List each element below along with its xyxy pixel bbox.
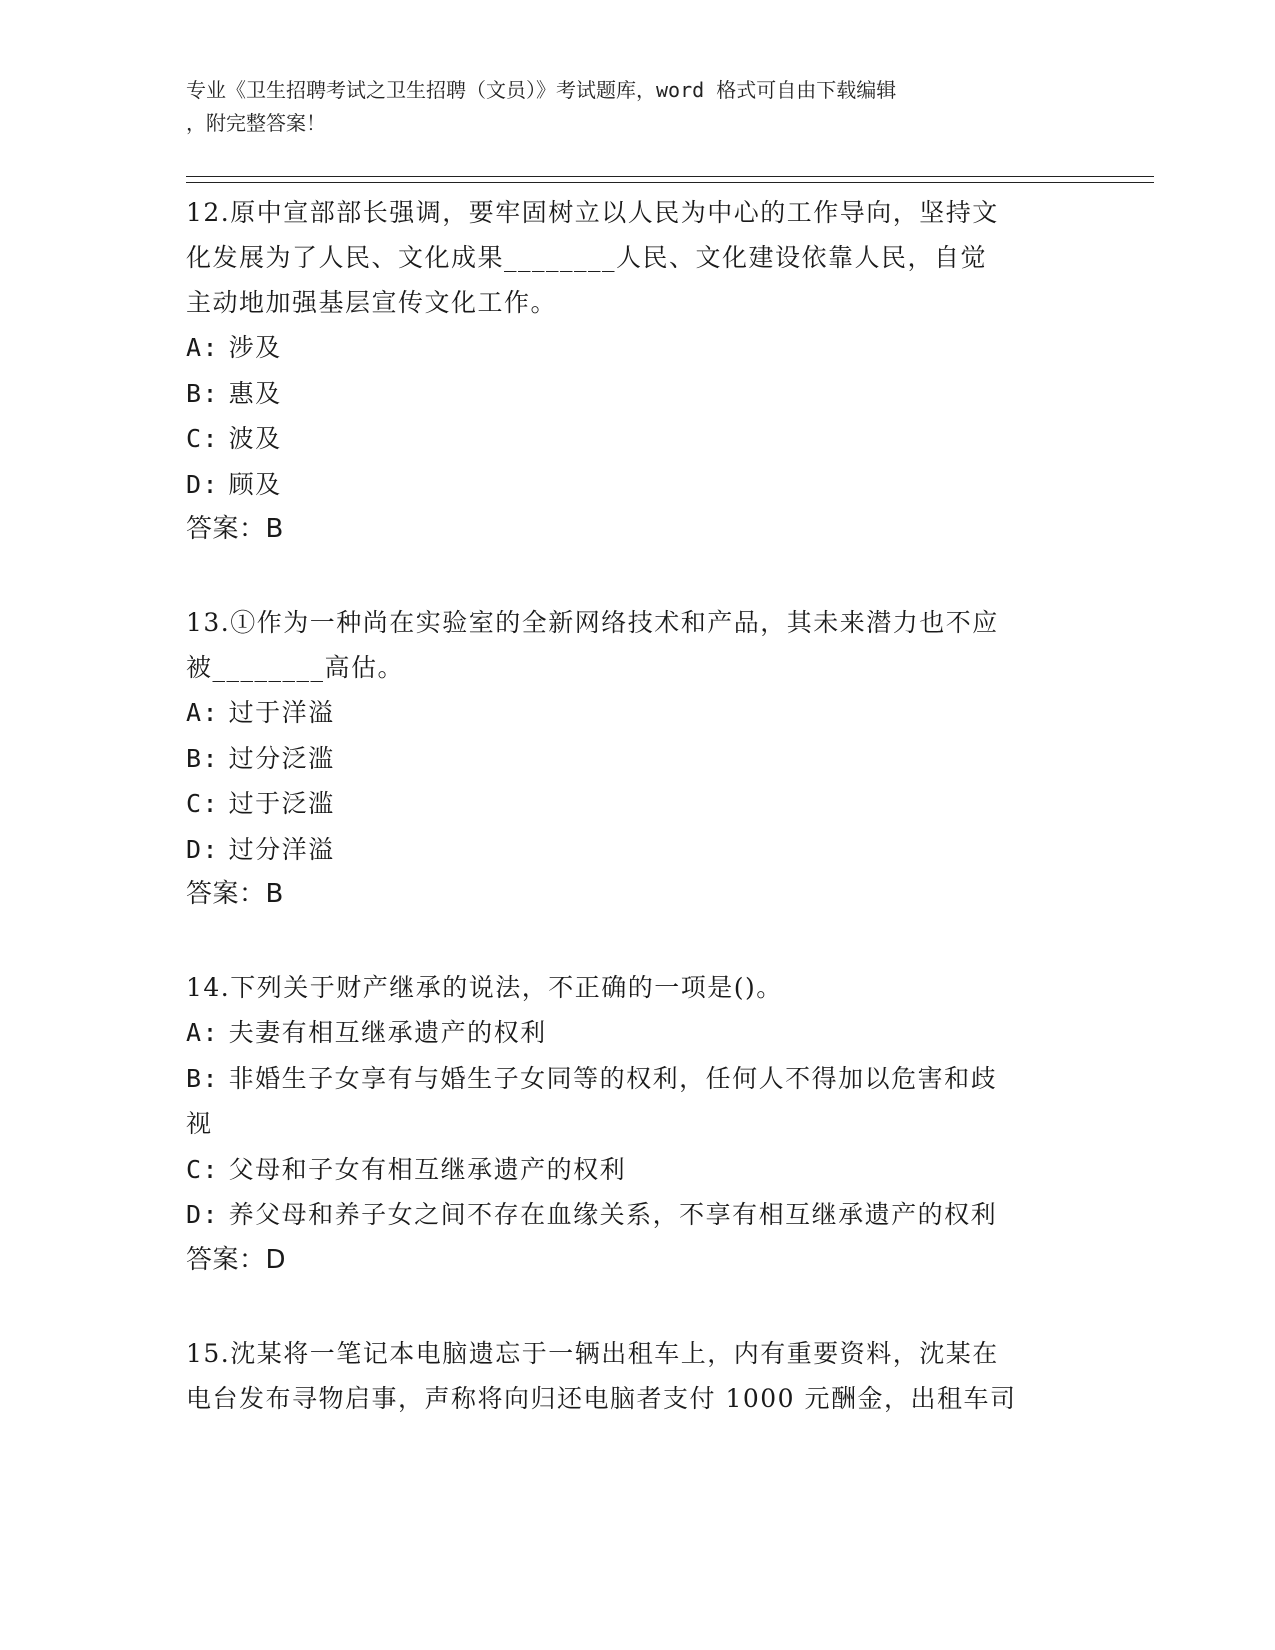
question-stem-line: 主动地加强基层宣传文化工作。 [186, 288, 558, 317]
option-text: 惠及 [228, 378, 282, 408]
header-divider-top [186, 176, 1154, 177]
option-letter: A: [186, 333, 220, 362]
option-letter: B: [186, 1063, 220, 1093]
option-text: 过分泛滥 [228, 743, 335, 773]
option-text: 涉及 [228, 333, 282, 362]
option-text: 过于洋溢 [228, 698, 335, 727]
option-text: 夫妻有相互继承遗产的权利 [228, 1018, 547, 1047]
option-a [186, 325, 1076, 371]
option-c [186, 1147, 1076, 1193]
answer-line: 答案：D [186, 1244, 287, 1275]
option-letter: C: [186, 1154, 220, 1184]
question-spacer [186, 917, 1076, 965]
option-text: 顾及 [228, 469, 282, 499]
option-letter: D: [186, 1200, 220, 1229]
question-13 [186, 600, 1076, 917]
option-c [186, 781, 1076, 827]
option-letter: C: [186, 789, 220, 818]
question-stem-line: 13.①作为一种尚在实验室的全新网络技术和产品，其未来潜力也不应 [186, 608, 999, 637]
option-d [186, 1192, 1076, 1238]
header-line-1: 专业《卫生招聘考试之卫生招聘（文员）》考试题库，word 格式可自由下载编辑 [186, 78, 897, 102]
option-b [186, 736, 1076, 782]
option-d [186, 462, 1076, 508]
option-b [186, 371, 1076, 417]
option-text: 非婚生子女享有与婚生子女同等的权利，任何人不得加以危害和歧 [228, 1063, 998, 1093]
option-text: 波及 [228, 424, 282, 453]
option-text: 过于泛滥 [228, 789, 335, 818]
question-14 [186, 965, 1076, 1283]
question-12 [186, 190, 1076, 552]
question-stem-line: 15.沈某将一笔记本电脑遗忘于一辆出租车上，内有重要资料，沈某在 [186, 1338, 999, 1368]
option-letter: D: [186, 469, 220, 499]
option-b-continuation: 视 [186, 1109, 213, 1138]
question-spacer [186, 552, 1076, 600]
option-text: 父母和子女有相互继承遗产的权利 [228, 1154, 627, 1184]
answer-line: 答案：B [186, 514, 284, 544]
option-text: 过分洋溢 [228, 834, 335, 864]
header-divider-bottom [186, 182, 1154, 183]
question-stem-line: 电台发布寻物启事，声称将向归还电脑者支付 1000 元酬金，出租车司 [186, 1383, 1017, 1413]
header-line-2: ，附完整答案！ [186, 111, 326, 135]
option-d [186, 827, 1076, 873]
option-b [186, 1056, 1076, 1102]
question-stem-line: 被________高估。 [186, 653, 405, 682]
question-stem-line: 化发展为了人民、文化成果________人民、文化建设依靠人民，自觉 [186, 243, 988, 272]
option-letter: B: [186, 743, 220, 773]
option-letter: C: [186, 424, 220, 453]
question-list [186, 190, 1076, 1421]
answer-line: 答案：B [186, 879, 284, 909]
question-stem-line: 12.原中宣部部长强调，要牢固树立以人民为中心的工作导向，坚持文 [186, 198, 999, 227]
option-letter: A: [186, 698, 220, 727]
option-text: 养父母和养子女之间不存在血缘关系，不享有相互继承遗产的权利 [228, 1200, 998, 1229]
document-header [186, 74, 1066, 140]
question-15 [186, 1331, 1076, 1421]
option-c [186, 416, 1076, 462]
option-a [186, 690, 1076, 736]
option-a [186, 1010, 1076, 1056]
option-letter: D: [186, 834, 220, 864]
option-letter: A: [186, 1018, 220, 1047]
question-spacer [186, 1283, 1076, 1331]
option-letter: B: [186, 378, 220, 408]
question-stem-line: 14.下列关于财产继承的说法，不正确的一项是()。 [186, 973, 783, 1002]
